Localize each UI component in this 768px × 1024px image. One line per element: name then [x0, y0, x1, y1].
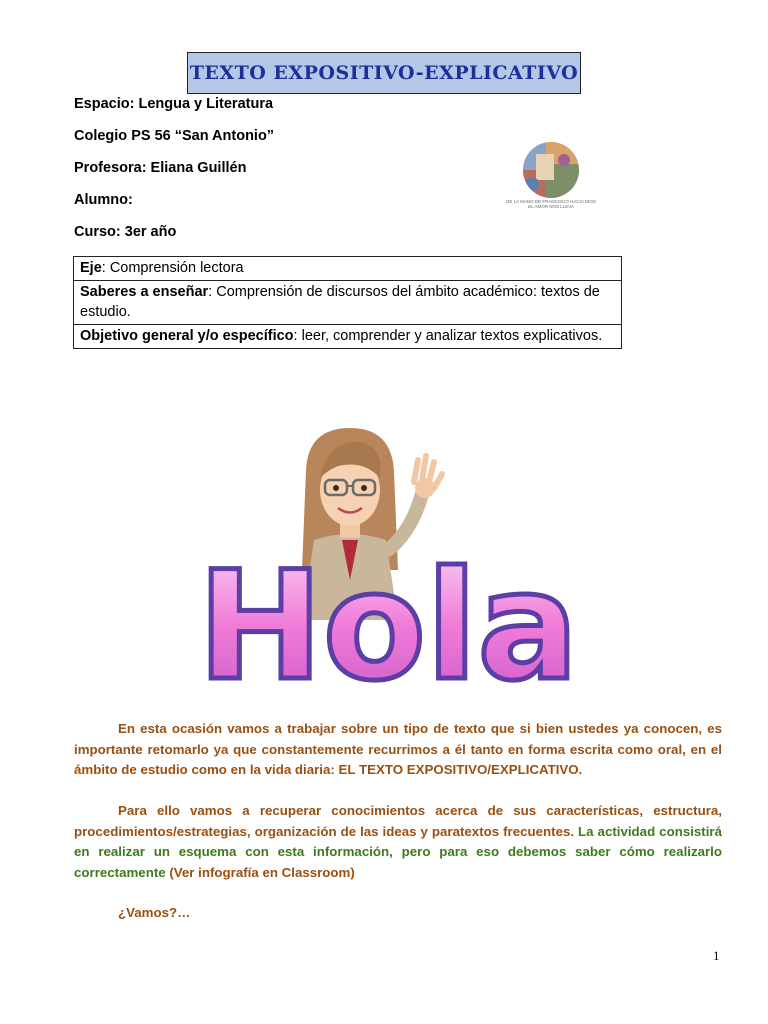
objetivo-value: : leer, comprender y analizar textos explicativos.	[293, 328, 603, 344]
paragraph-closing-text: ¿Vamos?…	[118, 905, 191, 920]
logo-caption: DE LA MANO DE FRANCISCO HACIA DIOS EL AMOR NOS LLEVA	[506, 199, 596, 209]
objetivo-label: Objetivo general y/o específico	[80, 328, 294, 344]
eje-value: : Comprensión lectora	[101, 260, 244, 276]
table-row	[74, 325, 622, 349]
classroom-reference: (Ver infografía en Classroom)	[169, 864, 355, 880]
title-box	[187, 52, 581, 94]
saberes-value: : Comprensión de discursos del ámbito académico: textos de estudio.	[80, 284, 600, 320]
table-cell-objetivo	[74, 325, 622, 349]
table-cell-eje	[74, 257, 622, 281]
page-number: 1	[713, 948, 720, 963]
info-colegio: Colegio PS 56 “San Antonio”	[74, 128, 275, 144]
paragraph-activity-brown: Para ello vamos a recuperar conocimientos acerca de sus características, estructura, procedimientos/estrategias, organización de las ideas y paratextos frecuentes.	[74, 803, 722, 839]
paragraph-closing	[74, 903, 722, 924]
paragraph-intro	[74, 719, 722, 781]
eje-label: Eje	[80, 260, 102, 276]
paragraph-activity	[74, 801, 722, 883]
paragraph-intro-text: En esta ocasión vamos a trabajar sobre un tipo de texto que si bien ustedes ya conocen, es importante retomarlo ya que constantemente recurrimos a él tanto en forma escrita como oral, en el ámbito de estudio como en la vida diaria: EL TEXTO EXPOSITIVO/EXPLICATIVO.	[74, 721, 722, 777]
saberes-label: Saberes a enseñar	[80, 284, 209, 300]
table-row	[74, 257, 622, 281]
document-title: TEXTO EXPOSITIVO-EXPLICATIVO	[189, 62, 579, 84]
info-alumno: Alumno:	[74, 192, 133, 208]
info-espacio: Espacio: Lengua y Literatura	[74, 96, 274, 112]
table-cell-saberes	[74, 281, 622, 325]
teacher-avatar-waving-icon	[197, 420, 579, 714]
hola-greeting: Hola	[197, 540, 579, 714]
table-row	[74, 281, 622, 325]
info-profesora: Profesora: Eliana Guillén	[74, 160, 247, 176]
paragraph-activity-green: La actividad consistirá en realizar un esquema con esta información, pero para eso debemos saber cómo realizarlo correctamente	[74, 823, 722, 880]
info-curso: Curso: 3er año	[74, 224, 177, 240]
lesson-plan-table	[73, 256, 622, 349]
